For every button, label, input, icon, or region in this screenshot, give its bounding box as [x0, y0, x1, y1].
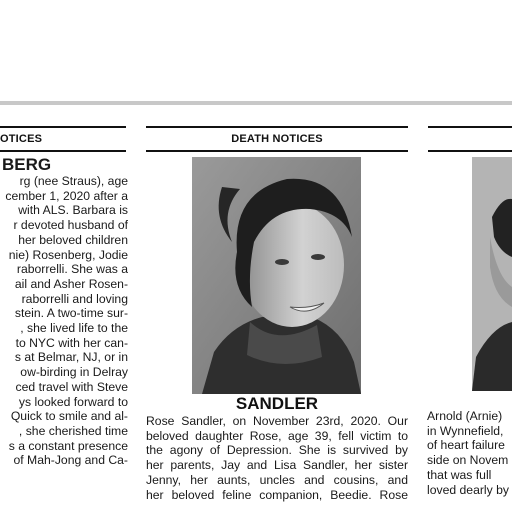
text-line: side on Novem [427, 453, 509, 468]
left-notice [0, 155, 128, 468]
text-line: ced travel with Steve [15, 379, 128, 394]
text-line: r devoted husband of [13, 218, 128, 233]
text-line: stein. A two-time sur- [14, 306, 128, 321]
text-line: nie) Rosenberg, Jodie [8, 247, 128, 262]
right-column-header [428, 126, 512, 152]
text-line: that was full [427, 467, 492, 482]
death-notices-header: DEATH NOTICES [146, 126, 408, 152]
text-line: , she lived life to the [20, 321, 128, 336]
top-gray-rule [0, 101, 512, 105]
text-line: beloved daughter Rose, age 39, fell victim to [146, 428, 408, 443]
portrait-photo [192, 157, 361, 394]
text-line: Arnold (Arnie) [427, 409, 503, 423]
left-notice-body [0, 174, 128, 468]
text-line: ys looked forward to [18, 394, 128, 409]
text-line: raborrelli and loving [21, 291, 128, 306]
text-line: Quick to smile and al- [10, 409, 128, 424]
text-line: , she cherished time [18, 423, 128, 438]
text-line: her parents, Jay and Lisa Sandler, her sister [146, 458, 408, 473]
left-column-header: OTICES [0, 126, 126, 152]
text-line: with ALS. Barbara is [18, 203, 128, 218]
text-line: raborrelli. She was a [16, 262, 128, 277]
text-line: of heart failure [427, 438, 505, 453]
text-line: her beloved feline companion, Beedie. Rose [146, 487, 408, 502]
text-line: Jenny, her aunts, uncles and cousins, and [146, 472, 408, 487]
text-line: s a constant presence [8, 438, 128, 453]
portrait-photo-right [472, 157, 512, 391]
text-line: in Wynnefield, [427, 423, 504, 438]
text-line: ow-birding in Delray [20, 365, 128, 380]
text-line: rg (nee Straus), age [19, 174, 128, 188]
middle-notice-body [146, 414, 408, 502]
text-line: the agony of Depression. She is survived by [146, 443, 408, 458]
text-line: ail and Asher Rosen- [14, 276, 128, 291]
text-line: Rose Sandler, on November 23rd, 2020. Our [146, 414, 408, 428]
right-notice-body [427, 409, 512, 497]
left-notice-name: BERG [2, 155, 52, 174]
text-line: her beloved children [18, 232, 128, 247]
text-line: of Mah-Jong and Ca- [13, 453, 128, 468]
text-line: to NYC with her can- [15, 335, 128, 350]
text-line: loved dearly by [427, 482, 509, 497]
text-line: cember 1, 2020 after a [5, 188, 128, 203]
text-line: s at Belmar, NJ, or in [14, 350, 128, 365]
middle-notice-name: SANDLER [235, 394, 319, 413]
